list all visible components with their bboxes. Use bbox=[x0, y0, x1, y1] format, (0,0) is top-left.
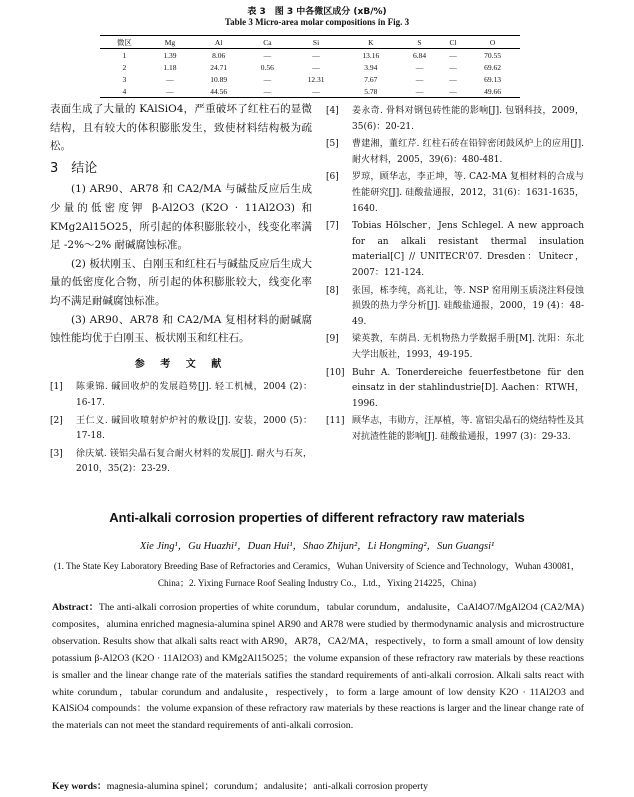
reference-number: [7] bbox=[326, 221, 339, 232]
col-header: Mg bbox=[164, 37, 176, 47]
table-cell: 13.16 bbox=[362, 50, 380, 60]
reference-item bbox=[50, 447, 312, 478]
table-cell: 3 bbox=[122, 74, 127, 84]
table-cell: 6.84 bbox=[412, 50, 427, 60]
keywords-label: Key words： bbox=[52, 781, 107, 792]
table-row bbox=[100, 85, 520, 98]
reference-text: Buhr A. Tonerdereiche feuerfestbetone für den einsatz in der stahlindustrie[D]. Aachen：RTWH，1996. bbox=[352, 367, 584, 409]
table-cell: — bbox=[263, 74, 272, 84]
table-row bbox=[100, 61, 520, 73]
abstract bbox=[52, 600, 584, 735]
reference-number: [4] bbox=[326, 106, 339, 116]
reference-item bbox=[326, 104, 584, 135]
table-caption-cn: 表 3 图 3 中各微区成分 (xB/%) bbox=[247, 7, 387, 17]
reference-number: [11] bbox=[326, 416, 345, 427]
conclusion-1: (1) AR90、AR78 和 CA2/MA 与碱盐反应后生成少量的低密度钾 β-Al2O3 (K2O · 11Al2O3) 和 KMg2Al15O25，所引起的体积膨胀较小，线变化率满足 -2%～2% 耐碱腐蚀标准。 bbox=[50, 183, 312, 252]
reference-text: 顾华志，韦勋方，汪厚植，等. 富铝尖晶石的烧结特性及其对抗渣性能的影响[J]. 硅酸盐通报，1997 (3)：29-33. bbox=[352, 416, 584, 442]
conclusion-3: (3) AR90、AR78 和 CA2/MA 复相材料的耐碱腐蚀性能均优于白刚玉、板状刚玉和红柱石。 bbox=[50, 313, 312, 345]
col-header: Al bbox=[214, 37, 223, 47]
affiliation: (1. The State Key Laboratory Breeding Base of Refractories and Ceramics，Wuhan University of Science and Technology，Wuhan 430081，China；2. Yixing Furnace Roof Sealing Industry Co.，Ltd.，Yixing 214225，China) bbox=[53, 561, 581, 588]
table-cell: — bbox=[449, 50, 457, 60]
col-header: S bbox=[417, 37, 422, 47]
reference-text: 罗琼，顾华志，李正坤，等. CA2-MA 复相材料的合成与性能研究[J]. 硅酸盐通报，2012，31(6)：1631-1635，1640. bbox=[352, 172, 584, 214]
col-header: Ca bbox=[263, 37, 272, 47]
reference-number: [10] bbox=[326, 367, 345, 378]
reference-text: 张国，栋李纯，高礼让，等. NSP 窑用刚玉质浇注料侵蚀损毁的热力学分析[J]. 硅酸盐通报，2000，19 (4)：48-49. bbox=[352, 285, 584, 327]
reference-text: 徐庆斌. 镁铝尖晶石复合耐火材料的发展[J]. 耐火与石灰，2010，35(2)：23-29. bbox=[76, 448, 312, 475]
table-cell: 3.94 bbox=[364, 62, 378, 72]
keywords-text: magnesia-alumina spinel；corundum；andalusite；anti-alkali corrosion property bbox=[106, 781, 429, 792]
table-cell: 2 bbox=[122, 62, 127, 72]
authors-line: Xie Jing¹，Gu Huazhi¹，Duan Hui¹，Shao Zhijun²，Li Hongming²，Sun Guangsi¹ bbox=[139, 541, 495, 552]
table-cell: — bbox=[415, 86, 424, 96]
reference-number: [5] bbox=[326, 139, 339, 150]
abstract-text: The anti-alkali corrosion properties of white corundum，tabular corundum，andalusite，CaAl4O7/MgAl2O4 (CA2/MA) composites，alumina enriched magnesia-alumina spinel AR90 and AR78 were studied by thermodynamic analysis and microstructure observation. Results show that alkali salts react with AR90，AR78，CA2/MA，respectively，to form a small amount of low density potassium β-Al2O3 (K2O · 11Al2O3) and KMg2Al15O25；the volume expansion of these refractory raw materials by these reactions is smaller and the linear change rate of the materials satifies the standard requirements of anti-alkali corrosion. Alkali salts react with white corundum，tabular corundum and andalusite，respectively，to form a large amount of low density K2O · 11Al2O3 and KAlSiO4 compounds：the volume expansion of these refractory raw materials by these reactions is larger and the linear change rate of the materials can not meet the standard requirements of anti-alkali corrosion. bbox=[52, 602, 584, 732]
table-cell: — bbox=[263, 50, 272, 60]
reference-item bbox=[326, 332, 584, 363]
col-header: K bbox=[368, 37, 374, 47]
reference-number: [8] bbox=[326, 285, 339, 296]
right-column bbox=[326, 104, 584, 447]
reference-item bbox=[326, 284, 584, 331]
table-cell: 1 bbox=[122, 50, 127, 60]
table-cell: 1.18 bbox=[163, 62, 177, 72]
reference-item bbox=[50, 414, 312, 445]
composition-table bbox=[100, 35, 520, 98]
reference-item bbox=[50, 380, 312, 411]
table-cell: 24.71 bbox=[210, 62, 228, 72]
reference-number: [6] bbox=[326, 172, 339, 183]
table-cell: 44.56 bbox=[210, 86, 228, 96]
table-cell: — bbox=[312, 50, 320, 60]
conclusion-2: (2) 板状刚玉、白刚玉和红柱石与碱盐反应后生成大量的低密度化合物，所引起的体积膨胀较大，线变化率均不满足耐碱腐蚀标准。 bbox=[50, 257, 312, 307]
table-cell: 4 bbox=[122, 86, 127, 96]
reference-item bbox=[326, 137, 584, 168]
reference-item bbox=[326, 414, 584, 445]
reference-number: [2] bbox=[50, 415, 63, 426]
reference-text: 陈秉锦. 碱回收炉的发展趋势[J]. 轻工机械，2004 (2)：16-17. bbox=[76, 382, 312, 408]
table-cell: 69.62 bbox=[484, 62, 502, 72]
reference-text: 梁英教，车荫昌. 无机物热力学数据手册[M]. 沈阳：东北大学出版社，1993，49-195. bbox=[352, 334, 584, 360]
reference-text: 曹建湘，董红芹. 红柱石砖在铅锌密闭鼓风炉上的应用[J]. 耐火材料，2005，39(6)：480-481. bbox=[352, 139, 584, 165]
english-title: Anti-alkali corrosion properties of different refractory raw materials bbox=[109, 510, 525, 525]
col-header: O bbox=[489, 37, 496, 47]
col-header: Si bbox=[312, 37, 320, 47]
table-cell: — bbox=[415, 62, 424, 72]
table-cell: 49.66 bbox=[484, 86, 502, 96]
references-heading: 参 考 文 献 bbox=[134, 358, 228, 370]
table-cell: 5.78 bbox=[364, 86, 378, 96]
table-cell: 69.13 bbox=[484, 74, 502, 84]
table-cell: 10.89 bbox=[210, 74, 228, 84]
table-cell: — bbox=[415, 74, 424, 84]
reference-text: 姜永奇. 骨料对钢包砖性能的影响[J]. 包钢科技，2009，35(6)：20-21. bbox=[352, 106, 584, 132]
left-column bbox=[50, 100, 312, 480]
table-caption-en: Table 3 Micro-area molar compositions in Fig. 3 bbox=[224, 17, 410, 27]
table-cell: — bbox=[263, 86, 272, 96]
keywords bbox=[52, 778, 584, 792]
col-header: Cl bbox=[449, 37, 457, 47]
table-cell: — bbox=[449, 74, 457, 84]
section-heading: 3 结论 bbox=[50, 160, 98, 176]
table-cell: — bbox=[312, 62, 320, 72]
reference-item bbox=[326, 366, 584, 413]
table-cell: 0.56 bbox=[260, 62, 274, 72]
body-paragraph: 表面生成了大量的 KAlSiO4，严重破坏了红柱石的显微结构，且有较大的体积膨胀发生，致使材料结构极为疏松。 bbox=[50, 103, 312, 153]
reference-number: [3] bbox=[50, 448, 63, 459]
table-cell: — bbox=[312, 86, 320, 96]
reference-item bbox=[326, 170, 584, 217]
table-header-row bbox=[100, 36, 520, 49]
reference-text: Tobias Hölscher，Jens Schlegel. A new approach for an alkali resistant thermal insulation material[C] // UNITECR'07. Dresden：Unitecr，2007：121-124. bbox=[352, 221, 584, 278]
table-cell: — bbox=[449, 62, 457, 72]
table-cell: 1.39 bbox=[163, 50, 177, 60]
table-cell: 8.06 bbox=[212, 50, 226, 60]
table-cell: 7.67 bbox=[364, 74, 378, 84]
reference-item bbox=[326, 219, 584, 281]
table-cell: 70.55 bbox=[484, 50, 502, 60]
reference-number: [9] bbox=[326, 334, 339, 345]
reference-number: [1] bbox=[50, 382, 63, 393]
table-cell: — bbox=[166, 74, 174, 84]
abstract-label: Abstract： bbox=[52, 602, 99, 613]
col-header: 微区 bbox=[116, 37, 132, 47]
table-row bbox=[100, 49, 520, 62]
reference-text: 王仁义. 碱回收喷射炉炉衬的敷设[J]. 安装，2000 (5)：17-18. bbox=[76, 415, 312, 442]
table-cell: 12.31 bbox=[307, 74, 325, 84]
table-row bbox=[100, 73, 520, 85]
table-cell: — bbox=[166, 86, 174, 96]
table-cell: — bbox=[449, 86, 457, 96]
